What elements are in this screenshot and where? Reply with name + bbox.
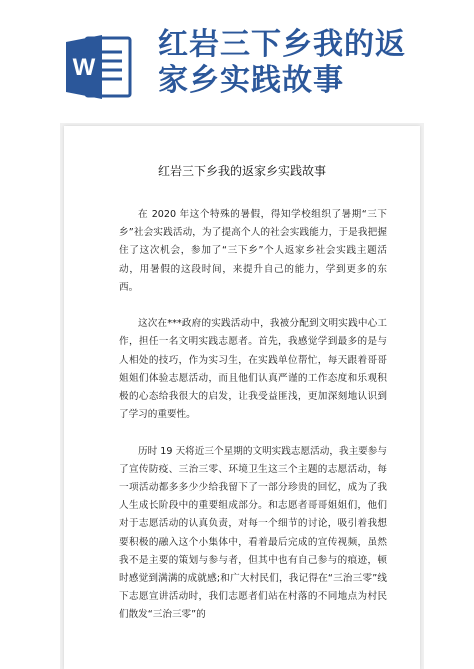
microsoft-word-icon: [66, 32, 132, 102]
document-body: [119, 206, 387, 625]
paragraph: 这次在***政府的实践活动中，我被分配到文明实践中心工作，担任一名文明实践志愿者。首先，我感觉学到最多的是与人相处的技巧，作为实习生，在实践单位帮忙，每天跟着哥哥姐姐们体验志愿活动，而且他们认真严谨的工作态度和乐观积极的心态给我很大的启发，让我受益匪浅，更加深刻地认识到了学习的重要性。: [119, 318, 387, 421]
svg-text:W: W: [72, 54, 96, 81]
document-page: [64, 126, 420, 669]
page-title: [158, 27, 458, 99]
paragraph: 历时 19 天将近三个星期的文明实践志愿活动，我主要参与了宣传防疫、三治三零、环境卫生这三个主题的志愿活动，每一项活动都多多少少给我留下了一部分珍贵的回忆，成为了我人生成长阶段中的重要组成部分。和志愿者哥哥姐姐们，他们对于志愿活动的认真负责，对每一个细节的讨论，吸引着我想要积极的融入这个小集体中，看着最后完成的宣传视频，虽然我不是主要的策划与参与者，但其中也有自己参与的痕迹，顿时感觉到满满的成就感;和广大村民们，我记得在“三治三零”线下志愿宣讲活动时，我们志愿者们站在村落的不同地点为村民们散发“三治三零”的: [119, 445, 387, 621]
header-banner: [0, 0, 474, 128]
document-title: 红岩三下乡我的返家乡实践故事: [157, 164, 326, 178]
paragraph: 在 2020 年这个特殊的暑假，得知学校组织了暑期“三下乡”社会实践活动，为了提高个人的社会实践能力，于是我把握住了这次机会，参加了“三下乡”个人返家乡社会实践主题活动，用暑假的这段时间，来提升自己的能力，学到更多的东西。: [119, 209, 387, 293]
page-title-line-2: 家乡实践故事: [158, 63, 344, 98]
page-title-line-1: 红岩三下乡我的返: [158, 27, 406, 62]
